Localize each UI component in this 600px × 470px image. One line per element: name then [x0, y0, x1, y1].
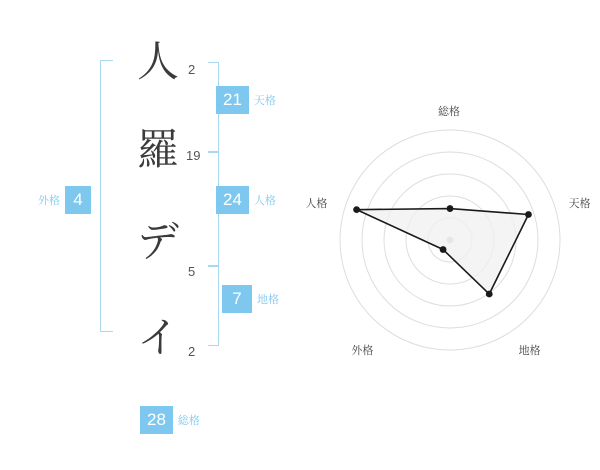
name-character-4: イ: [136, 316, 179, 362]
radar-chart-svg: [300, 95, 600, 385]
score-gaikaku-label: 外格: [38, 195, 60, 207]
radar-axis-label-chikaku: 地格: [518, 344, 541, 357]
radar-axis-label-jinkaku: 人格: [305, 198, 328, 210]
stroke-count-3: 5: [188, 264, 196, 279]
score-tenkaku: [216, 86, 276, 114]
score-jinkaku: [216, 186, 276, 214]
score-soukaku-label: 総格: [177, 415, 200, 427]
score-tenkaku-value: 21: [216, 86, 249, 114]
name-character-2: 羅: [136, 128, 179, 174]
score-jinkaku-label: 人格: [253, 195, 276, 207]
score-soukaku-value: 28: [140, 406, 173, 434]
score-tenkaku-label: 天格: [253, 95, 276, 107]
score-chikaku: [222, 285, 279, 313]
radar-axis-label-soukaku: 総格: [438, 106, 460, 118]
score-chikaku-value: 7: [222, 285, 252, 313]
stroke-count-2: 19: [186, 148, 201, 163]
score-gaikaku: [38, 186, 91, 214]
stroke-count-1: 2: [188, 62, 196, 77]
bracket-gaikaku: [100, 60, 113, 332]
score-chikaku-label: 地格: [257, 294, 279, 306]
score-jinkaku-value: 24: [216, 186, 249, 214]
name-character-3: デ: [136, 220, 179, 266]
stroke-count-4: 2: [188, 344, 196, 359]
score-soukaku: [140, 406, 200, 434]
score-gaikaku-value: 4: [65, 186, 91, 214]
radar-axis-label-gaikaku: 外格: [351, 344, 374, 357]
radar-axis-label-tenkaku: 天格: [568, 198, 591, 210]
radar-chart: [300, 95, 600, 385]
name-character-1: 人: [136, 40, 179, 86]
bracket-chikaku: [208, 266, 219, 346]
